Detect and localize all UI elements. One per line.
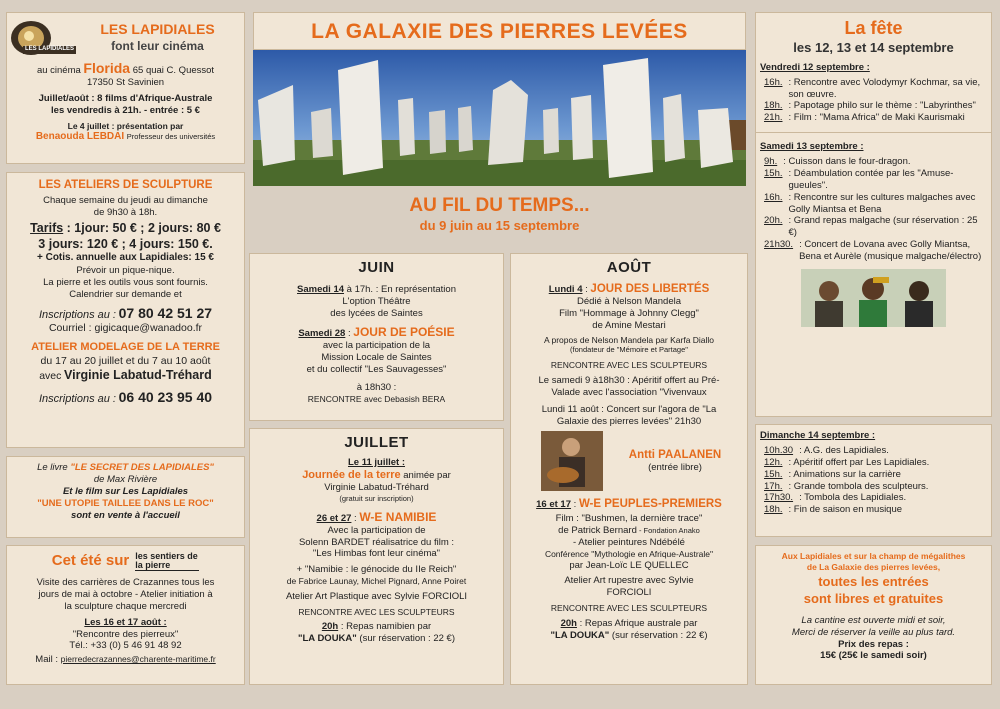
ven-item: 16h. : Rencontre avec Volodymyr Kochmar, sa vie, son œuvre. [764,76,981,100]
presenter-name: Benaouda LEBDAI [35,131,125,143]
lapidiales-subtitle: font leur cinéma [111,38,204,53]
aout-title: AOÛT [606,259,652,276]
email-link[interactable]: pierredecrazannes@charente-maritime.fr [60,654,216,665]
ateliers-panel: LES ATELIERS DE SCULPTURE Chaque semaine du jeudi au dimanche de 9h30 à 18h. Tarifs : 1jour: 50 € ; 2 jours: 80 € 3 jours: 120 € ; 4 jours: 150 €. + Cotis. annuelle aux Lapidiales: 15 € Prévoir un pique-nique. La pierre et les outils vous sont fournis. Calendrier sur demande et Inscriptions au : 07 80 42 51 27 Courriel : gigicaque@wanadoo.fr ATELIER MODELAGE DE LA TERRE du 17 au 20 juillet et du 7 au 10 août avec Virginie Labatud-Tréhard Inscriptions au : 06 40 23 95 40 [6,172,245,448]
season-dates: du 9 juin au 15 septembre [419,217,580,233]
lapidiales-cinema-panel: LES LAPIDIALES LES LAPIDIALES font leur cinéma au cinéma Florida 65 quai C. Quessot 17350 St Savinien Juillet/août : 8 films d'Afrique-Australe les vendredis à 21h. - entrée : 5 € Le 4 juillet : présentation par Benaouda LEBDAI Professeur des universités [6,12,245,164]
fete-dates: les 12, 13 et 14 septembre [793,39,954,55]
main-title: LA GALAXIE DES PIERRES LEVÉES [253,12,746,50]
dim-item: 18h. : Fin de saison en musique [764,504,903,516]
fete-panel: La fête les 12, 13 et 14 septembre Vendredi 12 septembre : 16h. : Rencontre avec Volodymyr Kochmar, sa vie, son œuvre. 18h. : Papotage philo sur le thème : "Labyrinthes" 21h. : Film : "Mama Africa" de Maki Kaurismaki Samedi 13 septembre : 9h. : Cuisson dans le four-dragon. 15h. : Déambulation contée par les "Amuse-gueules". 16h. : Rencontre sur les cultures malgaches avec Golly Miantsa et Bena 20h. : Grand repas malgache (sur réservation : 25 €) 21h30. : Concert de Lovana avec Golly Miantsa, Bena et Aurèle (musique malgache/électro) [755,12,992,417]
dim-item: 10h.30 : A.G. des Lapidiales. [764,444,889,456]
fete-title: La fête [844,18,903,38]
megaliths-photo-svg [253,50,746,186]
modelage-phone: 06 40 23 95 40 [118,388,213,405]
lapidiales-title: LES LAPIDIALES [100,21,215,37]
dim-item: 15h. : Animations sur la carrière [764,468,901,480]
lovana-photo-svg [801,269,946,327]
modelage-title: ATELIER MODELAGE DE LA TERRE [31,341,220,354]
aout-panel: AOÛT Lundi 4 : JOUR DES LIBERTÉS Dédié à Nelson Mandela Film "Hommage à Johnny Clegg" de Amine Mestari A propos de Nelson Mandela par Karfa Diallo (fondateur de "Mémoire et Partage" RENCONTRE AVEC LES SCULPTEURS Le samedi 9 à18h30 : Apéritif offert au Pré- Valade avec l'association "Vivenvaux Lundi 11 août : Concert sur l'agora de "La Galaxie des pierres levées" 21h30 Antti PAALANEN (entrée libre) 16 et 17 : W-E PEUPLES-PREMIERS Film : "Bushmen, la dernière trace" de Patrick Bernard - Fondation Anako - Atelier peintures Ndébélé Conférence "Mythologie en Afrique-Australe" par Jean-Loïc LE QUELLEC Atelier Art rupestre avec Sylvie FORCIOLI RENCONTRE AVEC LES SCULPTEURS 20h : Repas Afrique australe par "LA DOUKA" (sur réservation : 22 €) [510,253,748,685]
sentiers-logo: les sentiers de la pierre [135,551,198,570]
subtitle: AU FIL DU TEMPS... [409,195,590,216]
musician-photo-svg [541,431,603,491]
juin-title: JUIN [358,259,395,276]
ven-item: 21h. : Film : "Mama Africa" de Maki Kaurismaki [764,112,965,124]
lovana-photo [801,269,946,327]
megaliths-photo [253,50,746,186]
juillet-title: JUILLET [344,434,409,451]
ven-item: 18h. : Papotage philo sur le thème : "Labyrinthes" [764,100,976,112]
entrees-panel: Aux Lapidiales et sur la champ de mégalithes de La Galaxie des pierres levées, toutes les entrées sont libres et gratuites La cantine est ouverte midi et soir, Merci de réserver la veille au plus tard. Prix des repas : 15€ (25€ le samedi soir) [755,545,992,685]
dimanche-panel: Dimanche 14 septembre : 10h.30 : A.G. des Lapidiales. 12h. : Apéritif offert par Les Lapidiales. 15h. : Animations sur la carrière 17h. : Grande tombola des sculpteurs. 17h30. : Tombola des Lapidiales. 18h. : Fin de saison en musique [755,424,992,537]
ateliers-title: LES ATELIERS DE SCULPTURE [38,179,213,191]
dim-item: 12h. : Apéritif offert par Les Lapidiales. [764,456,930,468]
livre-panel: Le livre "LE SECRET DES LAPIDIALES" de Max Rivière Et le film sur Les Lapidiales "UNE UTOPIE TAILLEE DANS LE ROC" sont en vente à l'accueil [6,456,245,538]
sam-item: 15h. : Déambulation contée par les "Amuse-gueules". [764,167,954,191]
juillet-panel: JUILLET Le 11 juillet : Journée de la terre animée par Virginie Labatud-Tréhard (gratuit sur inscription) 26 et 27 : W-E NAMIBIE Avec la participation de Solenn BARDET réalisatrice du film : "Les Himbas font leur cinéma" + "Namibie : le génocide du IIe Reich" de Fabrice Launay, Michel Pignard, Anne Poiret Atelier Art Plastique avec Sylvie FORCIOLI RENCONTRE AVEC LES SCULPTEURS 20h : Repas namibien par "LA DOUKA" (sur réservation : 22 €) [249,428,504,685]
ete-panel: Cet été sur les sentiers de la pierre Visite des carrières de Crazannes tous les jours de mai à octobre - Atelier initiation à la sculpture chaque mercredi Les 16 et 17 août : "Rencontre des pierreux" Tél.: +33 (0) 5 46 91 48 92 Mail : pierredecrazannes@charente-maritime.fr [6,545,245,685]
sam-item: 9h. : Cuisson dans le four-dragon. [764,156,911,167]
musician-photo [541,431,603,491]
sam-item: 16h. : Rencontre sur les cultures malgaches avec Golly Miantsa et Bena [764,191,976,215]
juin-panel: JUIN Samedi 14 à 17h. : En représentation L'option Théâtre des lycées de Saintes Samedi 28 : JOUR DE POÉSIE avec la participation de la Mission Locale de Saintes et du collectif "Les Sauvagesses" à 18h30 : RENCONTRE avec Debasish BERA [249,253,504,421]
dim-item: 17h30. : Tombola des Lapidiales. [764,492,907,504]
dim-item: 17h. : Grande tombola des sculpteurs. [764,480,929,492]
sam-item: 20h. : Grand repas malgache (sur réservation : 25 €) [764,215,978,239]
cinema-name: Florida [83,59,131,76]
header-panel [253,12,746,246]
sam-item: 21h30. : Concert de Lovana avec Golly Miantsa, Bena et Aurèle (musique malgache/électro) [764,239,982,262]
atelier-phone: 07 80 42 51 27 [118,304,213,321]
lapidiales-logo: LES LAPIDIALES [9,19,81,57]
